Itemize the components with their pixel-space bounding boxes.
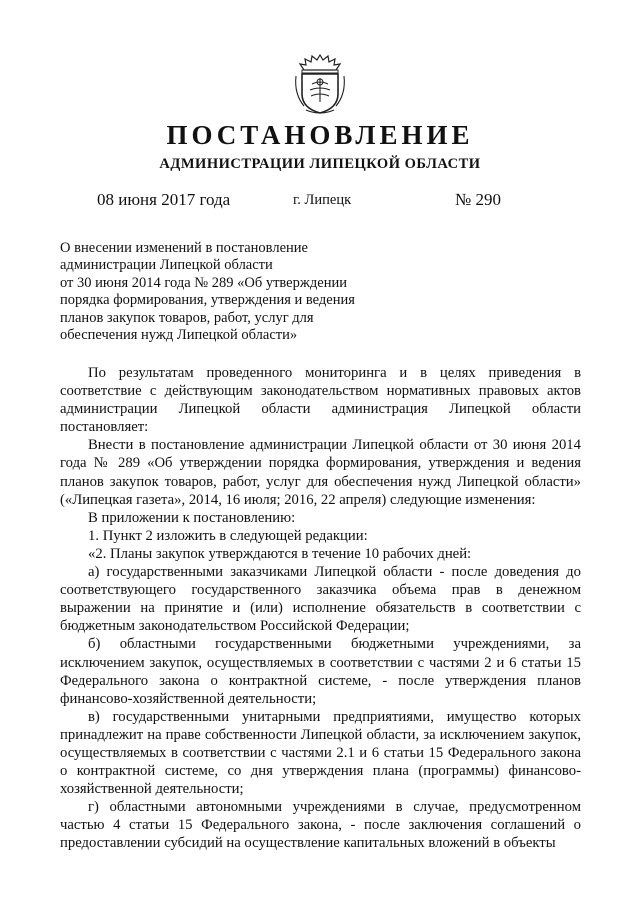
document-date: 08 июня 2017 года — [97, 190, 231, 209]
body-paragraph: Внести в постановление администрации Липецкой области от 30 июня 2014 года № 289 «Об утверждении порядка формирования, утверждения и ведения планов закупок товаров, работ, услуг для обеспечения нужд Липецкой области» («Липецкая газета», 2014, 16 июля; 2016, 22 апреля) следующие изменения: — [60, 437, 581, 508]
document-number: № 290 — [455, 190, 501, 209]
body-paragraph: б) областными государственными бюджетными учреждениями, за исключением закупок, осуществляемых в соответствии с частями 2 и 6 статьи 15 Федерального закона о контрактной системе, - после утверждения планов финансово-хозяйственной деятельности; — [60, 636, 581, 707]
body-paragraph: В приложении к постановлению: — [88, 509, 296, 526]
body-paragraph: г) областными автономными учреждениями в случае, предусмотренном частью 4 статьи 15 Федерального закона, - после заключения соглашений о предоставлении субсидий на осуществление капитальных вложений в объекты — [60, 799, 581, 852]
document-body — [60, 364, 581, 853]
document-city: г. Липецк — [293, 192, 352, 208]
body-paragraph: «2. Планы закупок утверждаются в течение 10 рабочих дней: — [88, 545, 472, 562]
heading-line: обеспечения нужд Липецкой области» — [60, 327, 298, 344]
heading-line: от 30 июня 2014 года № 289 «Об утверждении — [60, 274, 347, 291]
heading-line: администрации Липецкой области — [60, 257, 273, 274]
body-paragraph: а) государственными заказчиками Липецкой области - после доведения до соответствующего государственного заказчика объема прав в денежном выражении на принятие и (или) исполнение обязательств в соответствии с бюджетным законодательством Российской Федерации; — [60, 564, 581, 635]
heading-line: порядка формирования, утверждения и ведения — [60, 292, 355, 309]
document-title: ПОСТАНОВЛЕНИЕ — [166, 120, 474, 150]
body-paragraph: По результатам проведенного мониторинга и в целях приведения в соответствие с действующим законодательством нормативных правовых актов администрации Липецкой области администрация Липецкой области постановляет: — [60, 365, 581, 436]
coat-of-arms-emblem — [292, 52, 348, 116]
document-heading — [60, 240, 400, 344]
heading-line: планов закупок товаров, работ, услуг для — [60, 309, 314, 326]
document-subtitle: АДМИНИСТРАЦИИ ЛИПЕЦКОЙ ОБЛАСТИ — [159, 156, 481, 172]
heading-line: О внесении изменений в постановление — [60, 240, 308, 256]
body-paragraph: в) государственными унитарными предприятиями, имущество которых принадлежит на праве собственности Липецкой области, за исключением закупок, осуществляемых в соответствии с частями 2.1 и 6 статьи 15 Федерального закона о контрактной системе, со дня утверждения плана (программы) финансово-хозяйственной деятельности; — [60, 708, 581, 798]
body-paragraph: 1. Пункт 2 изложить в следующей редакции: — [88, 527, 368, 544]
